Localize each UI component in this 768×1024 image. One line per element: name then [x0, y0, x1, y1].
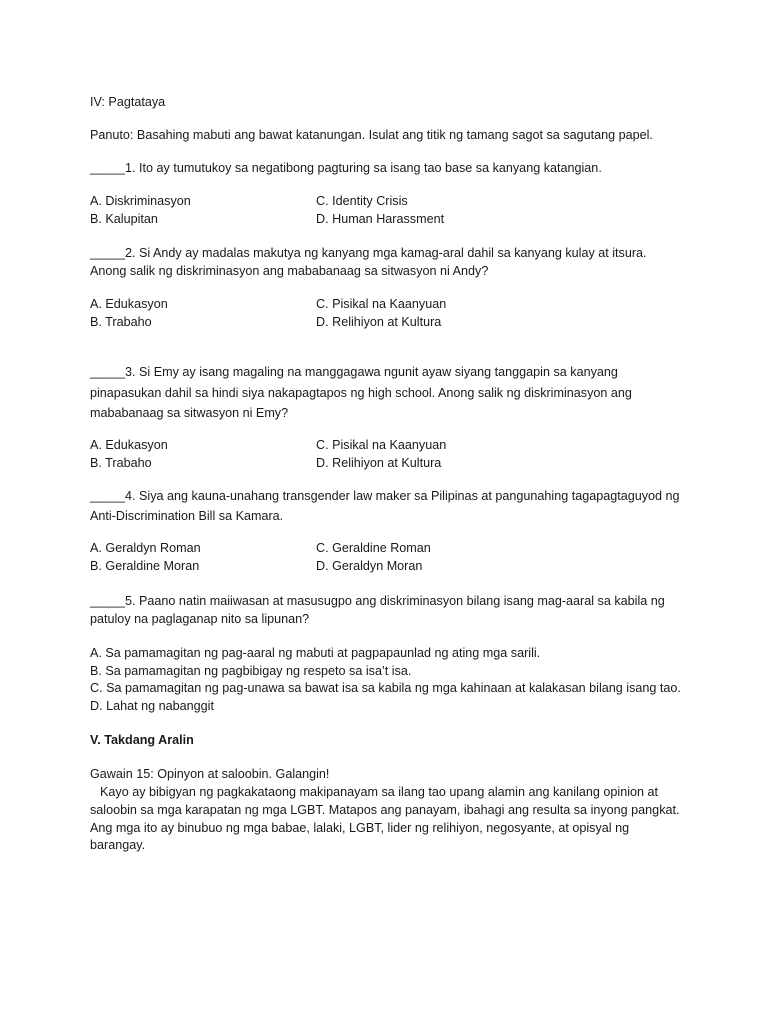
question-4-choice-a: A. Geraldyn Roman — [90, 541, 201, 555]
section-title: IV: Pagtataya — [90, 95, 166, 109]
homework-paragraph-line-3: Ang mga ito ay binubuo ng mga babae, lalaki, LGBT, lider ng relihiyon, negosyante, at opisyal ng — [90, 821, 630, 835]
question-3-text-line-3: mababanaag sa sitwasyon ni Emy? — [90, 406, 289, 420]
question-3-text-line-1: _____3. Si Emy ay isang magaling na manggagawa ngunit ayaw siyang tanggapin sa kanyang — [90, 365, 618, 379]
homework-title: V. Takdang Aralin — [90, 733, 194, 747]
homework-task: Gawain 15: Opinyon at saloobin. Galangin! — [90, 767, 330, 781]
question-3-choice-c: C. Pisikal na Kaanyuan — [316, 438, 447, 452]
question-3-text-line-2: pinapasukan dahil sa hindi siya nakapagtapos ng high school. Anong salik ng diskriminasyon ang — [90, 386, 632, 400]
question-1-text: _____1. Ito ay tumutukoy sa negatibong pagturing sa isang tao base sa kanyang katangian. — [90, 161, 602, 175]
question-4-choice-d: D. Geraldyn Moran — [316, 559, 423, 573]
question-2-text-line-1: _____2. Si Andy ay madalas makutya ng kanyang mga kamag-aral dahil sa kanyang kulay at itsura. — [90, 246, 647, 260]
question-4-text-line-2: Anti-Discrimination Bill sa Kamara. — [90, 509, 284, 523]
question-2-text-line-2: Anong salik ng diskriminasyon ang mababanaag sa sitwasyon ni Andy? — [90, 264, 489, 278]
question-3-choice-a: A. Edukasyon — [90, 438, 168, 452]
question-4-choice-c: C. Geraldine Roman — [316, 541, 431, 555]
homework-paragraph-line-1: Kayo ay bibigyan ng pagkakataong makipanayam sa ilang tao upang alamin ang kanilang opinion at — [100, 785, 659, 799]
question-5-choice-a: A. Sa pamamagitan ng pag-aaral ng mabuti at pagpapaunlad ng ating mga sarili. — [90, 646, 541, 660]
homework-paragraph-line-2: saloobin sa mga karapatan ng mga LGBT. Matapos ang panayam, ibahagi ang resulta sa inyong pangkat. — [90, 803, 680, 817]
question-4-text-line-1: _____4. Siya ang kauna-unahang transgender law maker sa Pilipinas at pangunahing tagapagtaguyod ng — [90, 489, 680, 503]
question-3-choice-b: B. Trabaho — [90, 456, 152, 470]
question-1-choice-c: C. Identity Crisis — [316, 194, 408, 208]
question-2-choice-c: C. Pisikal na Kaanyuan — [316, 297, 447, 311]
question-5-choice-c: C. Sa pamamagitan ng pag-unawa sa bawat isa sa kabila ng mga kahinaan at kalakasan bilang isang tao. — [90, 681, 681, 695]
question-5-text-line-1: _____5. Paano natin maiiwasan at masusugpo ang diskriminasyon bilang isang mag-aaral sa kabila ng — [90, 594, 665, 608]
question-2-choice-b: B. Trabaho — [90, 315, 152, 329]
question-1-choice-a: A. Diskriminasyon — [90, 194, 191, 208]
instructions: Panuto: Basahing mabuti ang bawat katanungan. Isulat ang titik ng tamang sagot sa sagutang papel. — [90, 128, 653, 142]
question-5-choice-d: D. Lahat ng nabanggit — [90, 699, 214, 713]
question-3-choice-d: D. Relihiyon at Kultura — [316, 456, 442, 470]
question-5-choice-b: B. Sa pamamagitan ng pagbibigay ng respeto sa isa’t isa. — [90, 664, 412, 678]
homework-paragraph-line-4: barangay. — [90, 838, 146, 852]
question-4-choice-b: B. Geraldine Moran — [90, 559, 200, 573]
question-1-choice-b: B. Kalupitan — [90, 212, 158, 226]
question-1-choice-d: D. Human Harassment — [316, 212, 445, 226]
question-2-choice-d: D. Relihiyon at Kultura — [316, 315, 442, 329]
question-5-text-line-2: patuloy na paglaganap nito sa lipunan? — [90, 612, 310, 626]
question-2-choice-a: A. Edukasyon — [90, 297, 168, 311]
